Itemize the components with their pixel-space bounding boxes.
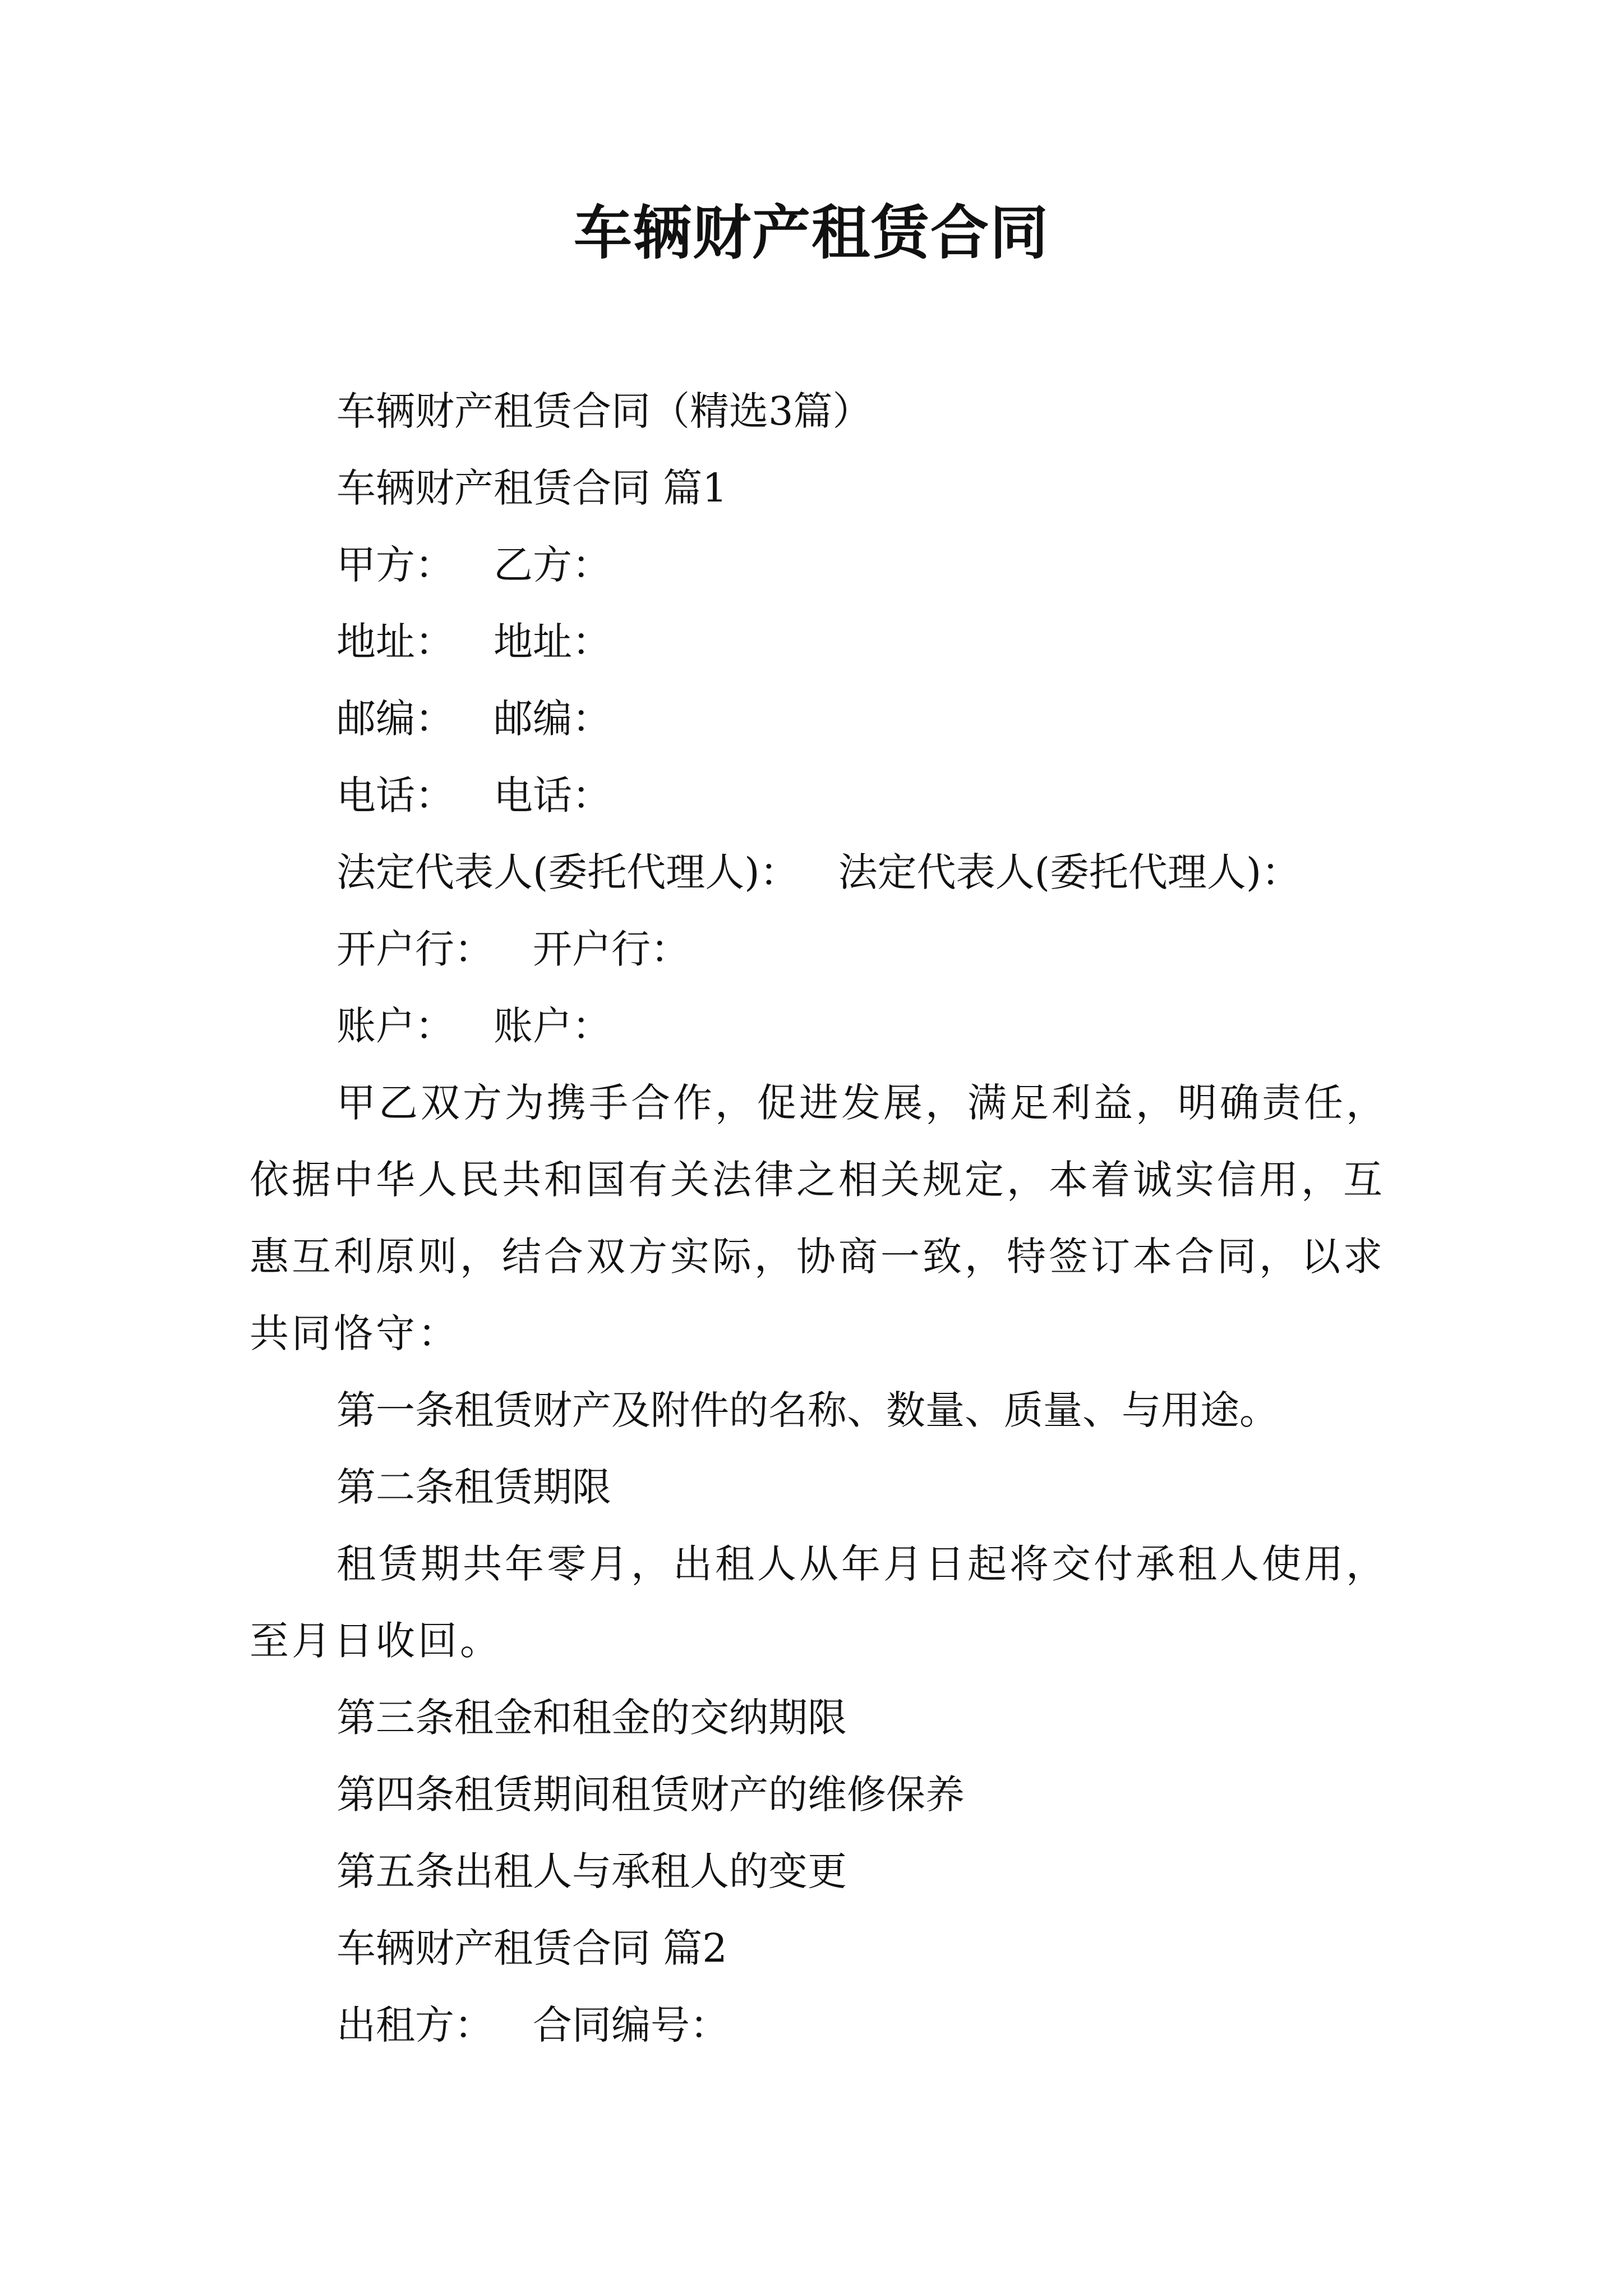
- part2-heading: 车辆财产租赁合同 篇2: [336, 1925, 727, 1971]
- article-3: 第三条租金和租金的交纳期限: [336, 1695, 847, 1741]
- phone-a-label: 电话：: [336, 772, 454, 818]
- preamble-paragraph: 甲乙双方为携手合作，促进发展，满足利益，明确责任，依据中华人民共和国有关法律之相关规定，本着诚实信用，互惠互利原则，结合双方实际，协商一致，特签订本合同，以求共同恪守：: [250, 1080, 1388, 1356]
- phone-line: [250, 757, 1399, 834]
- article-2-heading: 第二条租赁期限: [336, 1464, 611, 1510]
- account-line: [250, 988, 1399, 1065]
- article-1: 第一条租赁财产及附件的名称、数量、质量、与用途。: [336, 1387, 1279, 1433]
- phone-b-label: 电话：: [494, 772, 611, 818]
- lessor-label: 出租方：: [336, 2002, 494, 2048]
- document-title: 车辆财产租赁合同: [573, 198, 1049, 267]
- address-b-label: 地址：: [494, 619, 611, 665]
- intro-line: 车辆财产租赁合同（精选3篇）: [336, 388, 872, 434]
- bank-a-label: 开户行：: [336, 926, 494, 972]
- postcode-line: [250, 680, 1399, 757]
- account-b-label: 账户：: [494, 1003, 611, 1049]
- party-a-label: 甲方：: [336, 542, 454, 588]
- document-body: [250, 373, 1399, 2064]
- postcode-b-label: 邮编：: [494, 696, 611, 742]
- part1-heading: 车辆财产租赁合同 篇1: [336, 465, 727, 511]
- address-line: [250, 604, 1399, 680]
- representative-line: [250, 834, 1399, 911]
- rep-a-label: 法定代表人(委托代理人)：: [336, 849, 799, 895]
- account-a-label: 账户：: [336, 1003, 454, 1049]
- party-b-label: 乙方：: [494, 542, 611, 588]
- bank-line: [250, 911, 1399, 988]
- article-4: 第四条租赁期间租赁财产的维修保养: [336, 1772, 965, 1818]
- bank-b-label: 开户行：: [533, 926, 690, 972]
- address-a-label: 地址：: [336, 619, 454, 665]
- article-2-paragraph: 租赁期共年零月，出租人从年月日起将交付承租人使用，至月日收回。: [250, 1541, 1388, 1664]
- contract-no-label: 合同编号：: [533, 2002, 729, 2048]
- lessor-line: [250, 1987, 1399, 2064]
- article-5: 第五条出租人与承租人的变更: [336, 1848, 847, 1894]
- rep-b-label: 法定代表人(委托代理人)：: [838, 849, 1301, 895]
- party-line: [250, 527, 1399, 604]
- postcode-a-label: 邮编：: [336, 696, 454, 742]
